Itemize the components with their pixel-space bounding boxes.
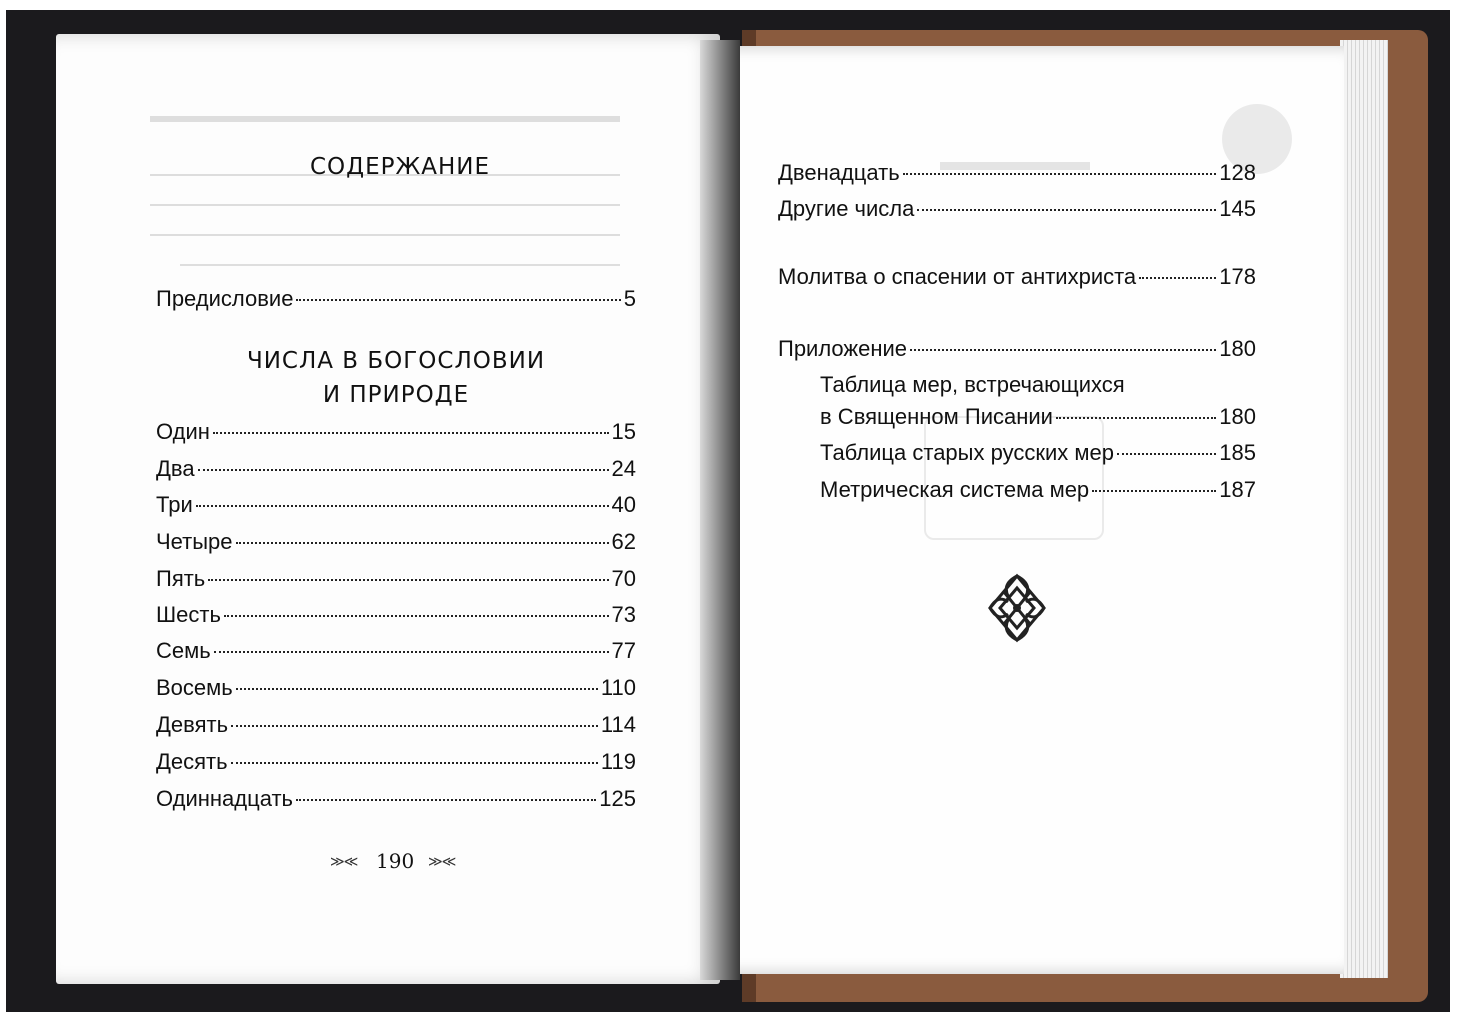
- toc-entry-page: 73: [611, 602, 636, 627]
- toc-entry[interactable]: [156, 675, 636, 701]
- toc-entry[interactable]: [156, 419, 636, 445]
- toc-entry-page: 110: [600, 675, 636, 700]
- toc-entry-page: 77: [611, 638, 636, 663]
- dot-leader: [236, 688, 598, 690]
- dot-leader: [1092, 490, 1216, 492]
- section-heading-line1: ЧИСЛА В БОГОСЛОВИИ: [246, 348, 546, 374]
- toc-subentry-line1[interactable]: Таблица мер, встречающихся: [820, 372, 1125, 397]
- dot-leader: [214, 651, 609, 653]
- toc-entry-title: Девять: [156, 712, 229, 737]
- toc-subentry[interactable]: [820, 440, 1256, 466]
- page-stack: [1340, 40, 1388, 978]
- toc-entry-title: Восемь: [156, 675, 233, 700]
- toc-entry-title: Пять: [156, 566, 206, 591]
- toc-entry-page: 40: [611, 492, 636, 517]
- dot-leader: [208, 579, 608, 581]
- dot-leader: [917, 209, 1216, 211]
- toc-entry-page: 15: [611, 419, 636, 444]
- toc-entry-page: 180: [1219, 404, 1256, 429]
- toc-entry-title: Десять: [156, 749, 228, 774]
- toc-subentry[interactable]: [820, 477, 1256, 503]
- folio-ornament-right: ≫≪: [428, 854, 456, 870]
- dot-leader: [296, 299, 620, 301]
- toc-entry[interactable]: [778, 196, 1256, 222]
- toc-entry-page: 70: [611, 566, 636, 591]
- dot-leader: [231, 762, 598, 764]
- toc-entry[interactable]: [156, 492, 636, 518]
- dot-leader: [231, 725, 598, 727]
- toc-entry[interactable]: [156, 786, 636, 812]
- section-heading-line2: И ПРИРОДЕ: [322, 382, 470, 408]
- toc-entry-title: Приложение: [778, 336, 908, 361]
- dot-leader: [1139, 277, 1216, 279]
- toc-entry-page: 145: [1219, 196, 1256, 221]
- dot-leader: [903, 173, 1217, 175]
- toc-entry-preface[interactable]: [156, 286, 636, 312]
- toc-entry-title: Шесть: [156, 602, 221, 627]
- contents-heading: СОДЕРЖАНИЕ: [309, 154, 491, 180]
- page-number: 190: [376, 849, 415, 873]
- toc-entry[interactable]: [156, 638, 636, 664]
- toc-entry[interactable]: [156, 456, 636, 482]
- toc-entry-title: Молитва о спасении от антихриста: [778, 264, 1137, 289]
- folio-ornament-left: ≫≪: [330, 854, 358, 870]
- toc-entry-page: 125: [599, 786, 636, 811]
- toc-entry-page: 5: [623, 286, 636, 311]
- toc-entry-page: 24: [611, 456, 636, 481]
- dot-leader: [198, 469, 609, 471]
- toc-entry-title: Три: [156, 492, 193, 517]
- toc-entry[interactable]: [156, 602, 636, 628]
- toc-entry-title: Таблица старых русских мер: [820, 440, 1114, 465]
- spine-shadow: [700, 40, 740, 980]
- toc-entry-page: 62: [611, 529, 636, 554]
- knot-ornament-icon: [982, 572, 1052, 644]
- toc-entry-page: 128: [1219, 160, 1256, 185]
- toc-entry-page: 187: [1219, 477, 1256, 502]
- toc-entry-title: Два: [156, 456, 195, 481]
- toc-entry-title: Другие числа: [778, 196, 915, 221]
- toc-entry-title: Метрическая система мер: [820, 477, 1090, 502]
- toc-entry-page: 178: [1219, 264, 1256, 289]
- toc-entry[interactable]: [156, 749, 636, 775]
- toc-entry-page: 114: [600, 712, 636, 737]
- toc-entry-appendix[interactable]: [778, 336, 1256, 362]
- toc-subentry[interactable]: [820, 404, 1256, 430]
- toc-entry-page: 185: [1219, 440, 1256, 465]
- dot-leader: [910, 349, 1216, 351]
- toc-entry[interactable]: [156, 529, 636, 555]
- dot-leader: [296, 799, 596, 801]
- dot-leader: [1056, 417, 1216, 419]
- dot-leader: [196, 505, 609, 507]
- toc-entry-title: Четыре: [156, 529, 233, 554]
- dot-leader: [236, 542, 609, 544]
- dot-leader: [224, 615, 609, 617]
- dot-leader: [1117, 453, 1216, 455]
- toc-entry-title: Семь: [156, 638, 211, 663]
- toc-entry-title: в Священном Писании: [820, 404, 1053, 429]
- toc-entry-title: Одиннадцать: [156, 786, 294, 811]
- toc-entry[interactable]: [156, 566, 636, 592]
- toc-entry-page: 119: [600, 749, 636, 774]
- toc-entry-title: Двенадцать: [778, 160, 900, 185]
- toc-entry-prayer[interactable]: [778, 264, 1256, 290]
- toc-entry[interactable]: [778, 160, 1256, 186]
- toc-entry-title: Один: [156, 419, 210, 444]
- toc-entry[interactable]: [156, 712, 636, 738]
- dot-leader: [213, 432, 609, 434]
- toc-entry-title: Предисловие: [156, 286, 294, 311]
- toc-entry-page: 180: [1219, 336, 1256, 361]
